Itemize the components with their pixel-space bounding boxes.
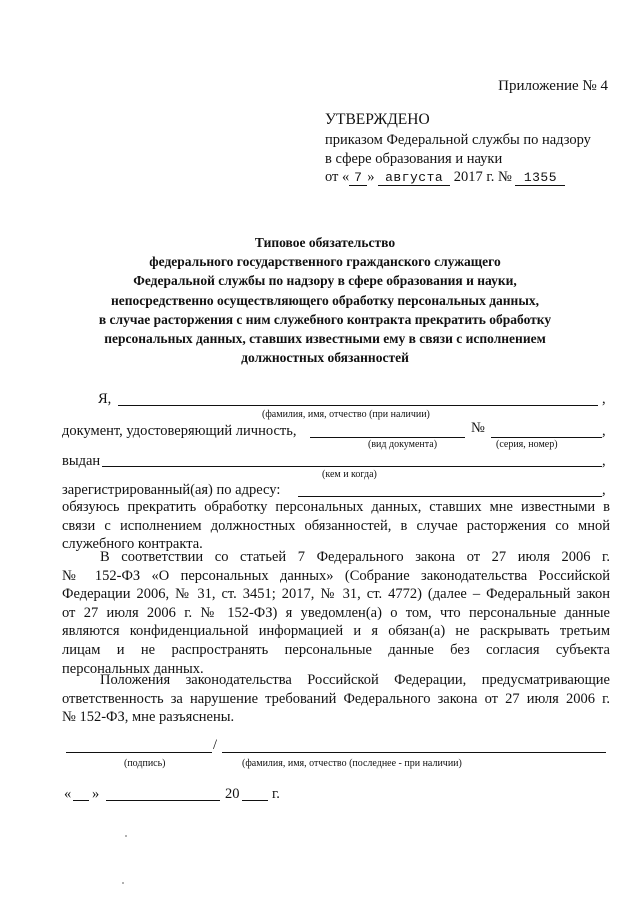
date-open-quote: « xyxy=(64,786,72,802)
scan-speck xyxy=(122,882,124,884)
number-sign: № xyxy=(471,420,485,436)
order-line-1: приказом Федеральной службы по надзору xyxy=(325,132,591,148)
date-mid: » xyxy=(367,169,375,185)
title-line: федерального государственного гражданского служащего xyxy=(149,254,501,270)
text-line: обязуюсь прекратить обработку персональных данных, ставших мне известными в xyxy=(62,499,610,515)
doc-type-caption: (вид документа) xyxy=(368,439,438,450)
obligation-paragraph xyxy=(62,498,610,554)
date-day: 7 xyxy=(349,170,367,186)
text-line: связи с исполнением должностных обязанностей, в случае расторжения со мной xyxy=(62,517,610,534)
date-prefix: от « xyxy=(325,169,350,185)
doc-type-field[interactable] xyxy=(310,437,465,438)
title-line: персональных данных, ставших известными ему в связи с исполнением xyxy=(104,331,546,347)
issued-field[interactable] xyxy=(102,466,602,467)
annex-number: Приложение № 4 xyxy=(498,78,608,94)
issued-label: выдан xyxy=(62,453,101,469)
year-prefix: 20 xyxy=(225,786,240,802)
address-field[interactable] xyxy=(298,496,602,497)
order-date-line xyxy=(325,169,565,186)
text-line: В соответствии со статьей 7 Федерального закона от 27 июля 2006 г. xyxy=(100,549,610,565)
text-line: лицам и не распространять персональные данные без согласия субъекта xyxy=(62,641,610,658)
issued-comma: , xyxy=(602,453,606,469)
fio-caption: (фамилия, имя, отчество (последнее - при наличии) xyxy=(242,758,462,769)
text-line: являются конфиденциальной информацией и я обязан(а) не раскрывать третьим xyxy=(62,623,610,640)
name-field[interactable] xyxy=(118,405,598,406)
doc-series-field[interactable] xyxy=(491,437,602,438)
name-caption: (фамилия, имя, отчество (при наличии) xyxy=(262,409,430,420)
text-line: ответственность за нарушение требований Федерального закона от 27 июля 2006 г. xyxy=(62,690,610,707)
order-number: 1355 xyxy=(515,170,565,186)
text-line: № 152-ФЗ, мне разъяснены. xyxy=(62,709,235,726)
text-line: Федерации 2006, № 31, ст. 3451; 2017, № 31, ст. 4772) (далее – Федеральный закон xyxy=(62,586,610,603)
title-line: должностных обязанностей xyxy=(241,350,409,366)
text-line: Положения законодательства Российской Федерации, предусматривающие xyxy=(100,672,610,688)
order-line-2: в сфере образования и науки xyxy=(325,151,503,167)
year-suffix: г. xyxy=(272,786,280,802)
sign-year-field[interactable] xyxy=(242,800,268,801)
title-line: Типовое обязательство xyxy=(254,235,396,250)
sign-month-field[interactable] xyxy=(106,800,220,801)
name-comma: , xyxy=(602,391,606,407)
signature-fio-field[interactable] xyxy=(222,752,606,753)
sign-day-field[interactable] xyxy=(73,800,89,801)
document-title xyxy=(60,233,590,367)
text-line: от 27 июля 2006 г. № 152-ФЗ) я уведомлен(а) о том, что персональные данные xyxy=(62,604,610,621)
approved-stamp: УТВЕРЖДЕНО xyxy=(325,111,430,128)
date-close-quote: » xyxy=(92,786,100,802)
scan-speck xyxy=(125,835,127,837)
notice-paragraph xyxy=(62,548,610,678)
date-year: 2017 г. № xyxy=(453,169,512,185)
series-caption: (серия, номер) xyxy=(496,439,558,450)
title-line: непосредственно осуществляющего обработку персональных данных, xyxy=(110,292,539,308)
address-comma: , xyxy=(602,482,606,498)
signature-slash: / xyxy=(213,737,218,753)
i-label: Я, xyxy=(98,391,112,407)
signature-caption: (подпись) xyxy=(124,758,166,769)
issued-caption: (кем и когда) xyxy=(322,469,377,480)
title-line: Федеральной службы по надзору в сфере образования и науки, xyxy=(133,273,517,289)
signature-field[interactable] xyxy=(66,752,212,753)
title-line: в случае расторжения с ним служебного контракта прекратить обработку xyxy=(98,311,552,327)
text-line: № 152-ФЗ «О персональных данных» (Собрание законодательства Российской xyxy=(62,567,610,584)
text-line: персональных данных. xyxy=(62,660,204,677)
doc-comma: , xyxy=(602,423,606,439)
registered-label: зарегистрированный(ая) по адресу: xyxy=(62,482,281,498)
date-month: августа xyxy=(378,170,450,186)
text-line: служебного контракта. xyxy=(62,536,203,553)
clarification-paragraph xyxy=(62,671,610,727)
doc-label: документ, удостоверяющий личность, xyxy=(62,423,297,439)
